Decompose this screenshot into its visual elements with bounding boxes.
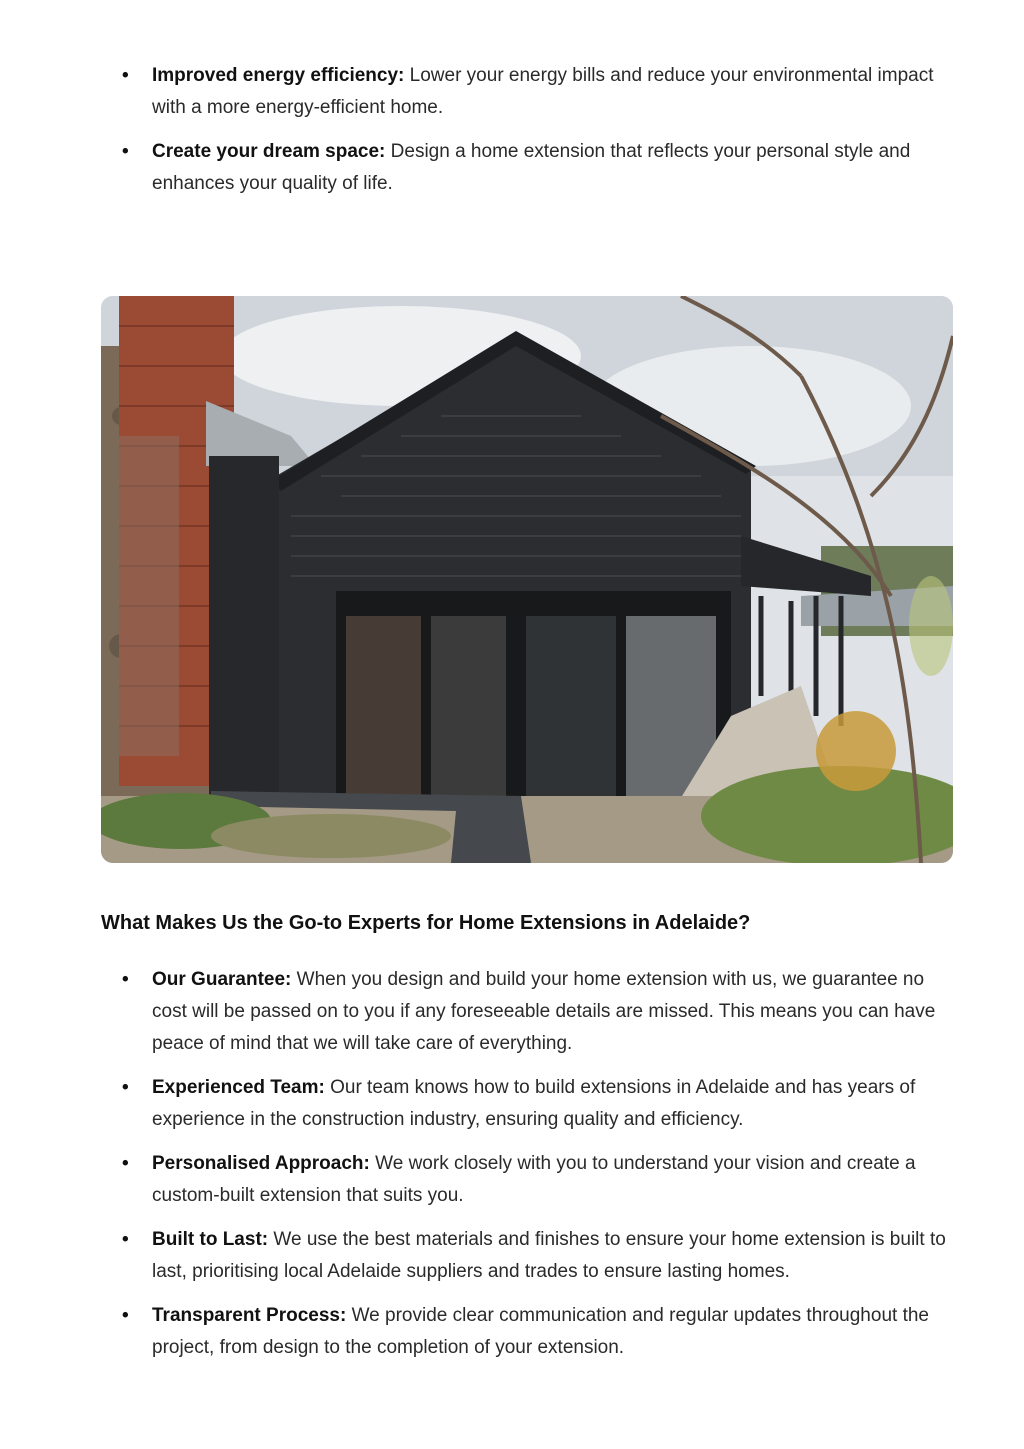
list-item — [122, 1148, 954, 1212]
home-extension-photo — [101, 296, 953, 863]
list-item-term: Transparent Process: — [152, 1305, 347, 1326]
list-item-text: When you design and build your home extension with us, we guarantee no cost will be passed on to you if any foreseeable details are missed. This means you can have peace of mind that we will take care of everything. — [152, 969, 936, 1054]
list-item-term: Experienced Team: — [152, 1077, 325, 1098]
bullet-icon: • — [122, 65, 129, 86]
list-item — [122, 1072, 954, 1136]
list-item — [122, 136, 954, 200]
list-item-text: Design a home extension that reflects your personal style and enhances your quality of life. — [152, 141, 911, 194]
bullet-icon: • — [122, 1077, 129, 1098]
list-item-text: Lower your energy bills and reduce your environmental impact with a more energy-efficient home. — [152, 65, 934, 118]
list-item — [122, 1300, 954, 1364]
bullet-icon: • — [122, 1305, 129, 1326]
section-heading: What Makes Us the Go-to Experts for Home Extensions in Adelaide? — [101, 912, 751, 934]
intro-benefits-list — [122, 60, 954, 212]
list-item — [122, 60, 954, 124]
bullet-icon: • — [122, 1229, 129, 1250]
bullet-icon: • — [122, 1153, 129, 1174]
list-item-term: Built to Last: — [152, 1229, 269, 1250]
list-item-term: Improved energy efficiency: — [152, 65, 405, 86]
list-item-text: We provide clear communication and regular updates throughout the project, from design to the completion of your extension. — [152, 1305, 929, 1358]
list-item-term: Personalised Approach: — [152, 1153, 370, 1174]
list-item-text: We work closely with you to understand your vision and create a custom-built extension that suits you. — [152, 1153, 916, 1206]
list-item-term: Create your dream space: — [152, 141, 386, 162]
list-item-text: Our team knows how to build extensions in Adelaide and has years of experience in the construction industry, ensuring quality and efficiency. — [152, 1077, 916, 1130]
list-item-term: Our Guarantee: — [152, 969, 292, 990]
list-item-text: We use the best materials and finishes to ensure your home extension is built to last, prioritising local Adelaide suppliers and trades to ensure lasting homes. — [152, 1229, 946, 1282]
list-item — [122, 1224, 954, 1288]
list-item — [122, 964, 954, 1060]
bullet-icon: • — [122, 969, 129, 990]
features-list — [122, 964, 954, 1376]
bullet-icon: • — [122, 141, 129, 162]
